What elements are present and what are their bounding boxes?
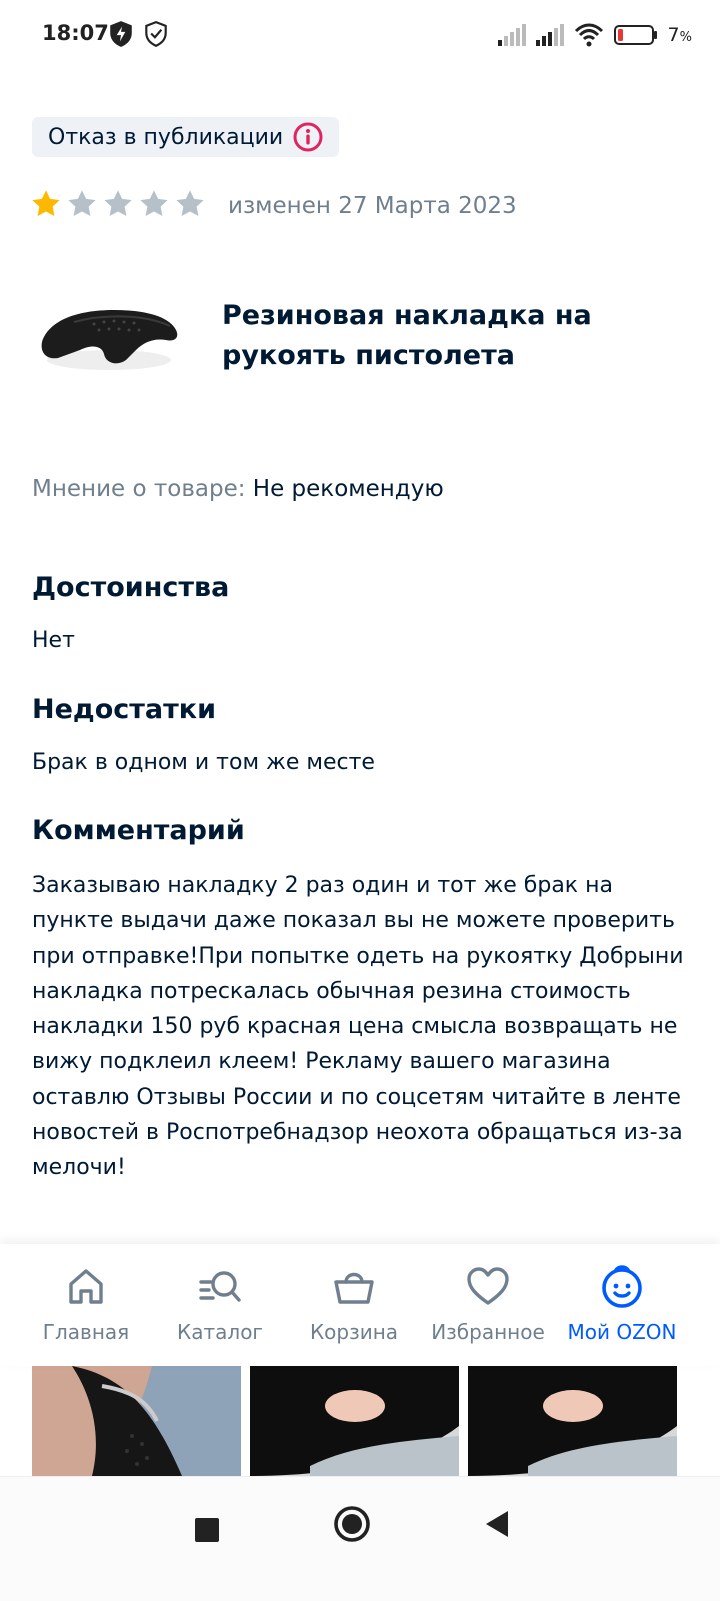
tab-favorites-label: Избранное bbox=[431, 1320, 545, 1344]
review-photo-2-image bbox=[250, 1366, 459, 1476]
pros-text: Нет bbox=[32, 628, 75, 653]
battery-percent-sign: % bbox=[679, 30, 692, 45]
comment-text: Заказываю накладку 2 раз один и тот же брак на пункте выдачи даже показал вы не можете проверить при отправке!При попытке одеть на рукоятку Добрыни накладка потрескалась обычная резина стоимость накладки 150 руб красная цена смысла возвращать не вижу подклеил клеем! Рекламу вашего магазина оставлю Отзывы России и по соцсетям читайте в ленте новостей в Роспотребнадзор неохота обращаться из-за мелочи! bbox=[32, 873, 684, 1181]
battery-percent: 7 bbox=[667, 24, 680, 46]
star-empty-icon bbox=[174, 188, 206, 220]
battery-icon bbox=[614, 23, 658, 47]
review-photo-1-image bbox=[32, 1366, 241, 1476]
review-photos bbox=[32, 1366, 677, 1476]
review-photo-2[interactable] bbox=[250, 1366, 459, 1476]
heart-icon bbox=[465, 1264, 511, 1310]
tab-my-ozon-label: Мой OZON bbox=[567, 1320, 677, 1344]
tab-catalog-label: Каталог bbox=[177, 1320, 263, 1344]
tab-home-label: Главная bbox=[42, 1320, 130, 1344]
star-empty-icon bbox=[102, 188, 134, 220]
info-icon[interactable] bbox=[293, 122, 323, 152]
review-date: изменен 27 Марта 2023 bbox=[228, 193, 517, 219]
system-navigation-bar bbox=[0, 1476, 720, 1601]
pros-heading: Достоинства bbox=[32, 572, 230, 603]
tab-basket[interactable] bbox=[287, 1244, 421, 1366]
product-title[interactable]: Резиновая накладка на рукоять пистолета bbox=[222, 300, 592, 371]
tab-catalog[interactable] bbox=[153, 1244, 287, 1366]
signal-icon-2 bbox=[536, 24, 564, 46]
wifi-icon bbox=[574, 23, 604, 47]
home-button[interactable] bbox=[333, 1505, 371, 1543]
catalog-search-icon bbox=[197, 1264, 243, 1310]
opinion-label: Мнение о товаре: bbox=[32, 476, 246, 502]
bottom-tab-bar bbox=[0, 1244, 720, 1366]
signal-icon bbox=[498, 24, 526, 46]
product-image[interactable] bbox=[34, 280, 184, 390]
tab-favorites[interactable] bbox=[421, 1244, 555, 1366]
recent-apps-button[interactable] bbox=[194, 1517, 220, 1543]
opinion-value: Не рекомендую bbox=[252, 476, 444, 502]
star-empty-icon bbox=[138, 188, 170, 220]
tab-my-ozon[interactable] bbox=[555, 1244, 689, 1366]
back-button[interactable] bbox=[484, 1509, 510, 1539]
status-bar bbox=[0, 0, 720, 70]
tab-home[interactable] bbox=[19, 1244, 153, 1366]
status-badge-label: Отказ в публикации bbox=[48, 124, 284, 150]
product-opinion bbox=[32, 476, 444, 502]
cons-heading: Недостатки bbox=[32, 694, 217, 725]
comment-heading: Комментарий bbox=[32, 815, 245, 846]
status-time: 18:07 bbox=[42, 21, 109, 45]
shield-bolt-icon bbox=[108, 20, 134, 48]
basket-icon bbox=[331, 1264, 377, 1310]
cons-text: Брак в одном и том же месте bbox=[32, 750, 375, 775]
review-photo-1[interactable] bbox=[32, 1366, 241, 1476]
review-photo-3[interactable] bbox=[468, 1366, 677, 1476]
review-photo-3-image bbox=[468, 1366, 677, 1476]
star-empty-icon bbox=[66, 188, 98, 220]
smiley-profile-icon bbox=[599, 1264, 645, 1310]
rating-stars bbox=[30, 188, 206, 220]
status-badge[interactable] bbox=[32, 117, 339, 157]
home-icon bbox=[63, 1264, 109, 1310]
tab-basket-label: Корзина bbox=[309, 1320, 399, 1344]
shield-check-icon bbox=[143, 20, 169, 48]
star-filled-icon bbox=[30, 188, 62, 220]
